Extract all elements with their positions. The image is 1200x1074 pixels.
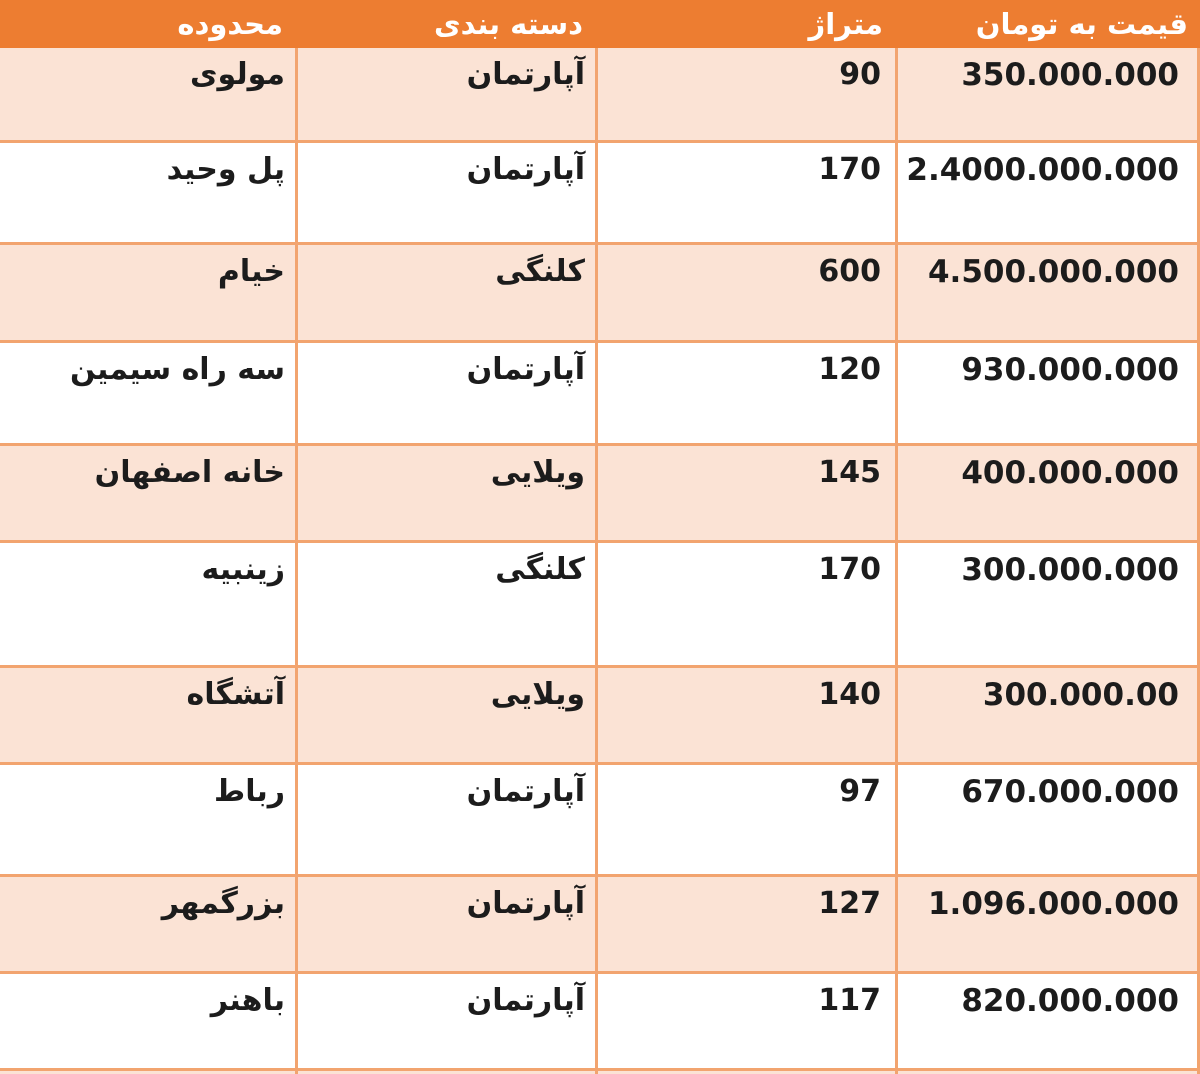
cell-size: 127 bbox=[595, 877, 895, 971]
table-body bbox=[0, 48, 1200, 1068]
cell-size: 145 bbox=[595, 446, 895, 540]
cell-category: آپارتمان bbox=[295, 343, 595, 443]
cell-price: 300.000.00 bbox=[895, 668, 1200, 762]
table-header-row bbox=[0, 0, 1200, 48]
cell-area: مولوی bbox=[190, 57, 285, 92]
cell-price: 930.000.000 bbox=[895, 343, 1200, 443]
table-row bbox=[0, 340, 1200, 443]
cell-category: آپارتمان bbox=[295, 877, 595, 971]
column-header-price: قیمت به تومان bbox=[975, 7, 1188, 41]
table-row bbox=[0, 48, 1200, 140]
table-row bbox=[0, 540, 1200, 665]
cell-area: خیام bbox=[217, 254, 285, 289]
cell-category: کلنگی bbox=[295, 543, 595, 665]
cell-price: 4.500.000.000 bbox=[895, 245, 1200, 340]
column-header-category: دسته بندی bbox=[434, 7, 583, 41]
cell-category: آپارتمان bbox=[295, 48, 595, 140]
cell-price: 300.000.000 bbox=[895, 543, 1200, 665]
table-row bbox=[0, 140, 1200, 242]
cell-category: آپارتمان bbox=[295, 765, 595, 874]
cell-price: 350.000.000 bbox=[895, 48, 1200, 140]
cell-price: 670.000.000 bbox=[895, 765, 1200, 874]
cell-price: 400.000.000 bbox=[895, 446, 1200, 540]
cell-area: سه راه سیمین bbox=[70, 352, 285, 387]
table-row bbox=[0, 443, 1200, 540]
cell-category: ویلایی bbox=[295, 668, 595, 762]
cell-area: زینبیه bbox=[201, 552, 285, 587]
cell-category: آپارتمان bbox=[295, 143, 595, 242]
cell-price: 820.000.000 bbox=[895, 974, 1200, 1068]
cell-size: 140 bbox=[595, 668, 895, 762]
cell-price: 2.4000.000.000 bbox=[895, 143, 1200, 242]
partial-next-row bbox=[0, 1068, 1200, 1074]
cell-area: رباط bbox=[214, 774, 285, 809]
cell-size: 170 bbox=[595, 543, 895, 665]
table-row bbox=[0, 242, 1200, 340]
cell-area: بزرگمهر bbox=[161, 886, 285, 921]
cell-area: باهنر bbox=[210, 983, 285, 1018]
cell-area: آتشگاه bbox=[186, 677, 285, 712]
cell-size: 117 bbox=[595, 974, 895, 1068]
cell-size: 97 bbox=[595, 765, 895, 874]
column-header-size: متراژ bbox=[808, 7, 883, 41]
cell-size: 600 bbox=[595, 245, 895, 340]
column-header-area: محدوده bbox=[177, 7, 283, 41]
cell-area: پل وحید bbox=[166, 152, 285, 187]
cell-size: 90 bbox=[595, 48, 895, 140]
cell-size: 170 bbox=[595, 143, 895, 242]
cell-price: 1.096.000.000 bbox=[895, 877, 1200, 971]
cell-category: ویلایی bbox=[295, 446, 595, 540]
cell-category: آپارتمان bbox=[295, 974, 595, 1068]
table-row bbox=[0, 971, 1200, 1068]
cell-area: خانه اصفهان bbox=[94, 455, 285, 490]
cell-size: 120 bbox=[595, 343, 895, 443]
table-row bbox=[0, 665, 1200, 762]
table-row bbox=[0, 762, 1200, 874]
table-row bbox=[0, 874, 1200, 971]
cell-category: کلنگی bbox=[295, 245, 595, 340]
